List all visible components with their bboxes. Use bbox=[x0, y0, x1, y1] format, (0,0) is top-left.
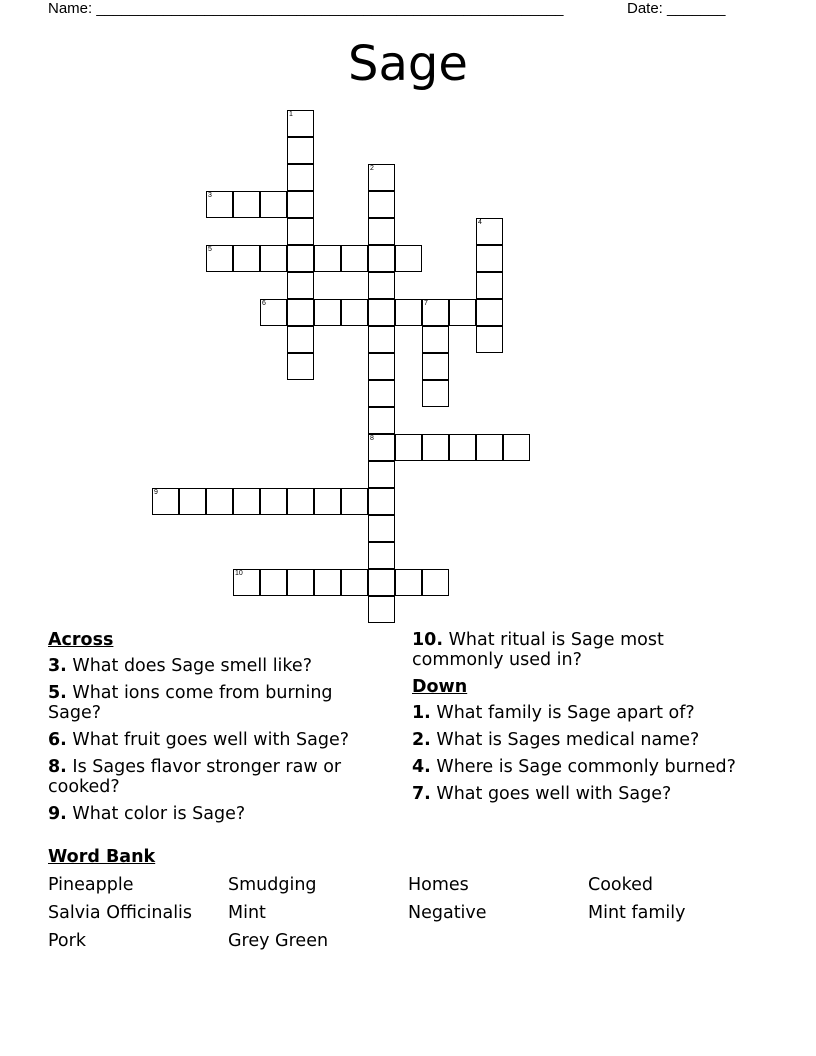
grid-cell[interactable] bbox=[368, 461, 395, 488]
down-heading: Down bbox=[412, 677, 468, 697]
grid-cell[interactable] bbox=[368, 569, 395, 596]
grid-cell[interactable] bbox=[476, 272, 503, 299]
grid-cell[interactable] bbox=[206, 191, 233, 218]
clue-number: 8 bbox=[370, 435, 374, 442]
clue-number: 6 bbox=[262, 300, 266, 307]
grid-cell[interactable] bbox=[422, 380, 449, 407]
grid-cell[interactable] bbox=[341, 299, 368, 326]
word-bank-item: Cooked bbox=[588, 875, 654, 895]
grid-cell[interactable] bbox=[368, 326, 395, 353]
down-clue-2: 2. What is Sages medical name? bbox=[412, 730, 700, 750]
clue-number: 9 bbox=[154, 489, 158, 496]
grid-cell[interactable] bbox=[368, 380, 395, 407]
grid-cell[interactable] bbox=[368, 488, 395, 515]
grid-cell[interactable] bbox=[368, 515, 395, 542]
grid-cell[interactable] bbox=[368, 272, 395, 299]
word-bank-heading: Word Bank bbox=[48, 847, 156, 867]
across-clue-9: 9. What color is Sage? bbox=[48, 804, 246, 824]
grid-cell[interactable] bbox=[287, 488, 314, 515]
grid-cell[interactable] bbox=[476, 326, 503, 353]
grid-cell[interactable] bbox=[287, 110, 314, 137]
grid-cell[interactable] bbox=[422, 434, 449, 461]
across-clue-3: 3. What does Sage smell like? bbox=[48, 656, 312, 676]
grid-cell[interactable] bbox=[260, 191, 287, 218]
grid-cell[interactable] bbox=[152, 488, 179, 515]
grid-cell[interactable] bbox=[368, 596, 395, 623]
grid-cell[interactable] bbox=[233, 488, 260, 515]
word-bank-item: Negative bbox=[408, 903, 487, 923]
grid-cell[interactable] bbox=[206, 488, 233, 515]
clue-number: 4 bbox=[478, 219, 482, 226]
grid-cell[interactable] bbox=[179, 488, 206, 515]
down-clue-7: 7. What goes well with Sage? bbox=[412, 784, 672, 804]
clue-number: 10 bbox=[235, 570, 243, 577]
grid-cell[interactable] bbox=[287, 326, 314, 353]
grid-cell[interactable] bbox=[314, 245, 341, 272]
word-bank-item: Smudging bbox=[228, 875, 317, 895]
grid-cell[interactable] bbox=[503, 434, 530, 461]
grid-cell[interactable] bbox=[368, 407, 395, 434]
grid-cell[interactable] bbox=[395, 245, 422, 272]
grid-cell[interactable] bbox=[260, 299, 287, 326]
puzzle-title: Sage bbox=[348, 36, 468, 92]
across-clue-8: 8. Is Sages flavor stronger raw or cooked? bbox=[48, 757, 342, 797]
clue-number: 3 bbox=[208, 192, 212, 199]
grid-cell[interactable] bbox=[341, 569, 368, 596]
word-bank-item: Grey Green bbox=[228, 931, 329, 951]
grid-cell[interactable] bbox=[368, 164, 395, 191]
name-field-label: Name: ________________________________________________________ bbox=[48, 0, 564, 17]
grid-cell[interactable] bbox=[233, 191, 260, 218]
clue-number: 7 bbox=[424, 300, 428, 307]
grid-cell[interactable] bbox=[395, 434, 422, 461]
grid-cell[interactable] bbox=[368, 299, 395, 326]
grid-cell[interactable] bbox=[341, 488, 368, 515]
grid-cell[interactable] bbox=[476, 245, 503, 272]
clue-number: 2 bbox=[370, 165, 374, 172]
grid-cell[interactable] bbox=[476, 299, 503, 326]
grid-cell[interactable] bbox=[206, 245, 233, 272]
across-clue-10: 10. What ritual is Sage most commonly used in? bbox=[412, 630, 664, 670]
grid-cell[interactable] bbox=[314, 488, 341, 515]
grid-cell[interactable] bbox=[422, 353, 449, 380]
across-heading: Across bbox=[48, 630, 114, 650]
grid-cell[interactable] bbox=[287, 569, 314, 596]
grid-cell[interactable] bbox=[314, 299, 341, 326]
word-bank-item: Salvia Officinalis bbox=[48, 903, 193, 923]
grid-cell[interactable] bbox=[287, 191, 314, 218]
across-clue-5: 5. What ions come from burning Sage? bbox=[48, 683, 333, 723]
word-bank bbox=[48, 874, 768, 952]
grid-cell[interactable] bbox=[449, 299, 476, 326]
grid-cell[interactable] bbox=[341, 245, 368, 272]
word-bank-item: Mint family bbox=[588, 903, 686, 923]
grid-cell[interactable] bbox=[368, 542, 395, 569]
word-bank-item: Pork bbox=[48, 931, 86, 951]
grid-cell[interactable] bbox=[233, 569, 260, 596]
word-bank-item: Mint bbox=[228, 903, 266, 923]
clue-number: 1 bbox=[289, 111, 293, 118]
grid-cell[interactable] bbox=[476, 218, 503, 245]
date-field-label: Date: _______ bbox=[627, 0, 726, 17]
grid-cell[interactable] bbox=[422, 326, 449, 353]
grid-cell[interactable] bbox=[287, 245, 314, 272]
grid-cell[interactable] bbox=[287, 272, 314, 299]
grid-cell[interactable] bbox=[287, 299, 314, 326]
grid-cell[interactable] bbox=[287, 164, 314, 191]
grid-cell[interactable] bbox=[476, 434, 503, 461]
grid-cell[interactable] bbox=[368, 218, 395, 245]
grid-cell[interactable] bbox=[422, 299, 449, 326]
grid-cell[interactable] bbox=[260, 488, 287, 515]
grid-cell[interactable] bbox=[395, 569, 422, 596]
grid-cell[interactable] bbox=[260, 245, 287, 272]
word-bank-item: Pineapple bbox=[48, 875, 134, 895]
down-clue-4: 4. Where is Sage commonly burned? bbox=[412, 757, 736, 777]
grid-cell[interactable] bbox=[287, 137, 314, 164]
grid-cell[interactable] bbox=[368, 353, 395, 380]
word-bank-item: Homes bbox=[408, 875, 469, 895]
clues-left-column bbox=[48, 630, 388, 831]
grid-cell[interactable] bbox=[314, 569, 341, 596]
across-clue-6: 6. What fruit goes well with Sage? bbox=[48, 730, 349, 750]
grid-cell[interactable] bbox=[395, 299, 422, 326]
grid-cell[interactable] bbox=[368, 191, 395, 218]
clues-right-column bbox=[412, 630, 752, 811]
grid-cell[interactable] bbox=[233, 245, 260, 272]
grid-cell[interactable] bbox=[368, 434, 395, 461]
down-clue-1: 1. What family is Sage apart of? bbox=[412, 703, 695, 723]
grid-cell[interactable] bbox=[368, 245, 395, 272]
grid-cell[interactable] bbox=[260, 569, 287, 596]
grid-cell[interactable] bbox=[287, 218, 314, 245]
grid-cell[interactable] bbox=[422, 569, 449, 596]
clue-number: 5 bbox=[208, 246, 212, 253]
grid-cell[interactable] bbox=[449, 434, 476, 461]
grid-cell[interactable] bbox=[287, 353, 314, 380]
